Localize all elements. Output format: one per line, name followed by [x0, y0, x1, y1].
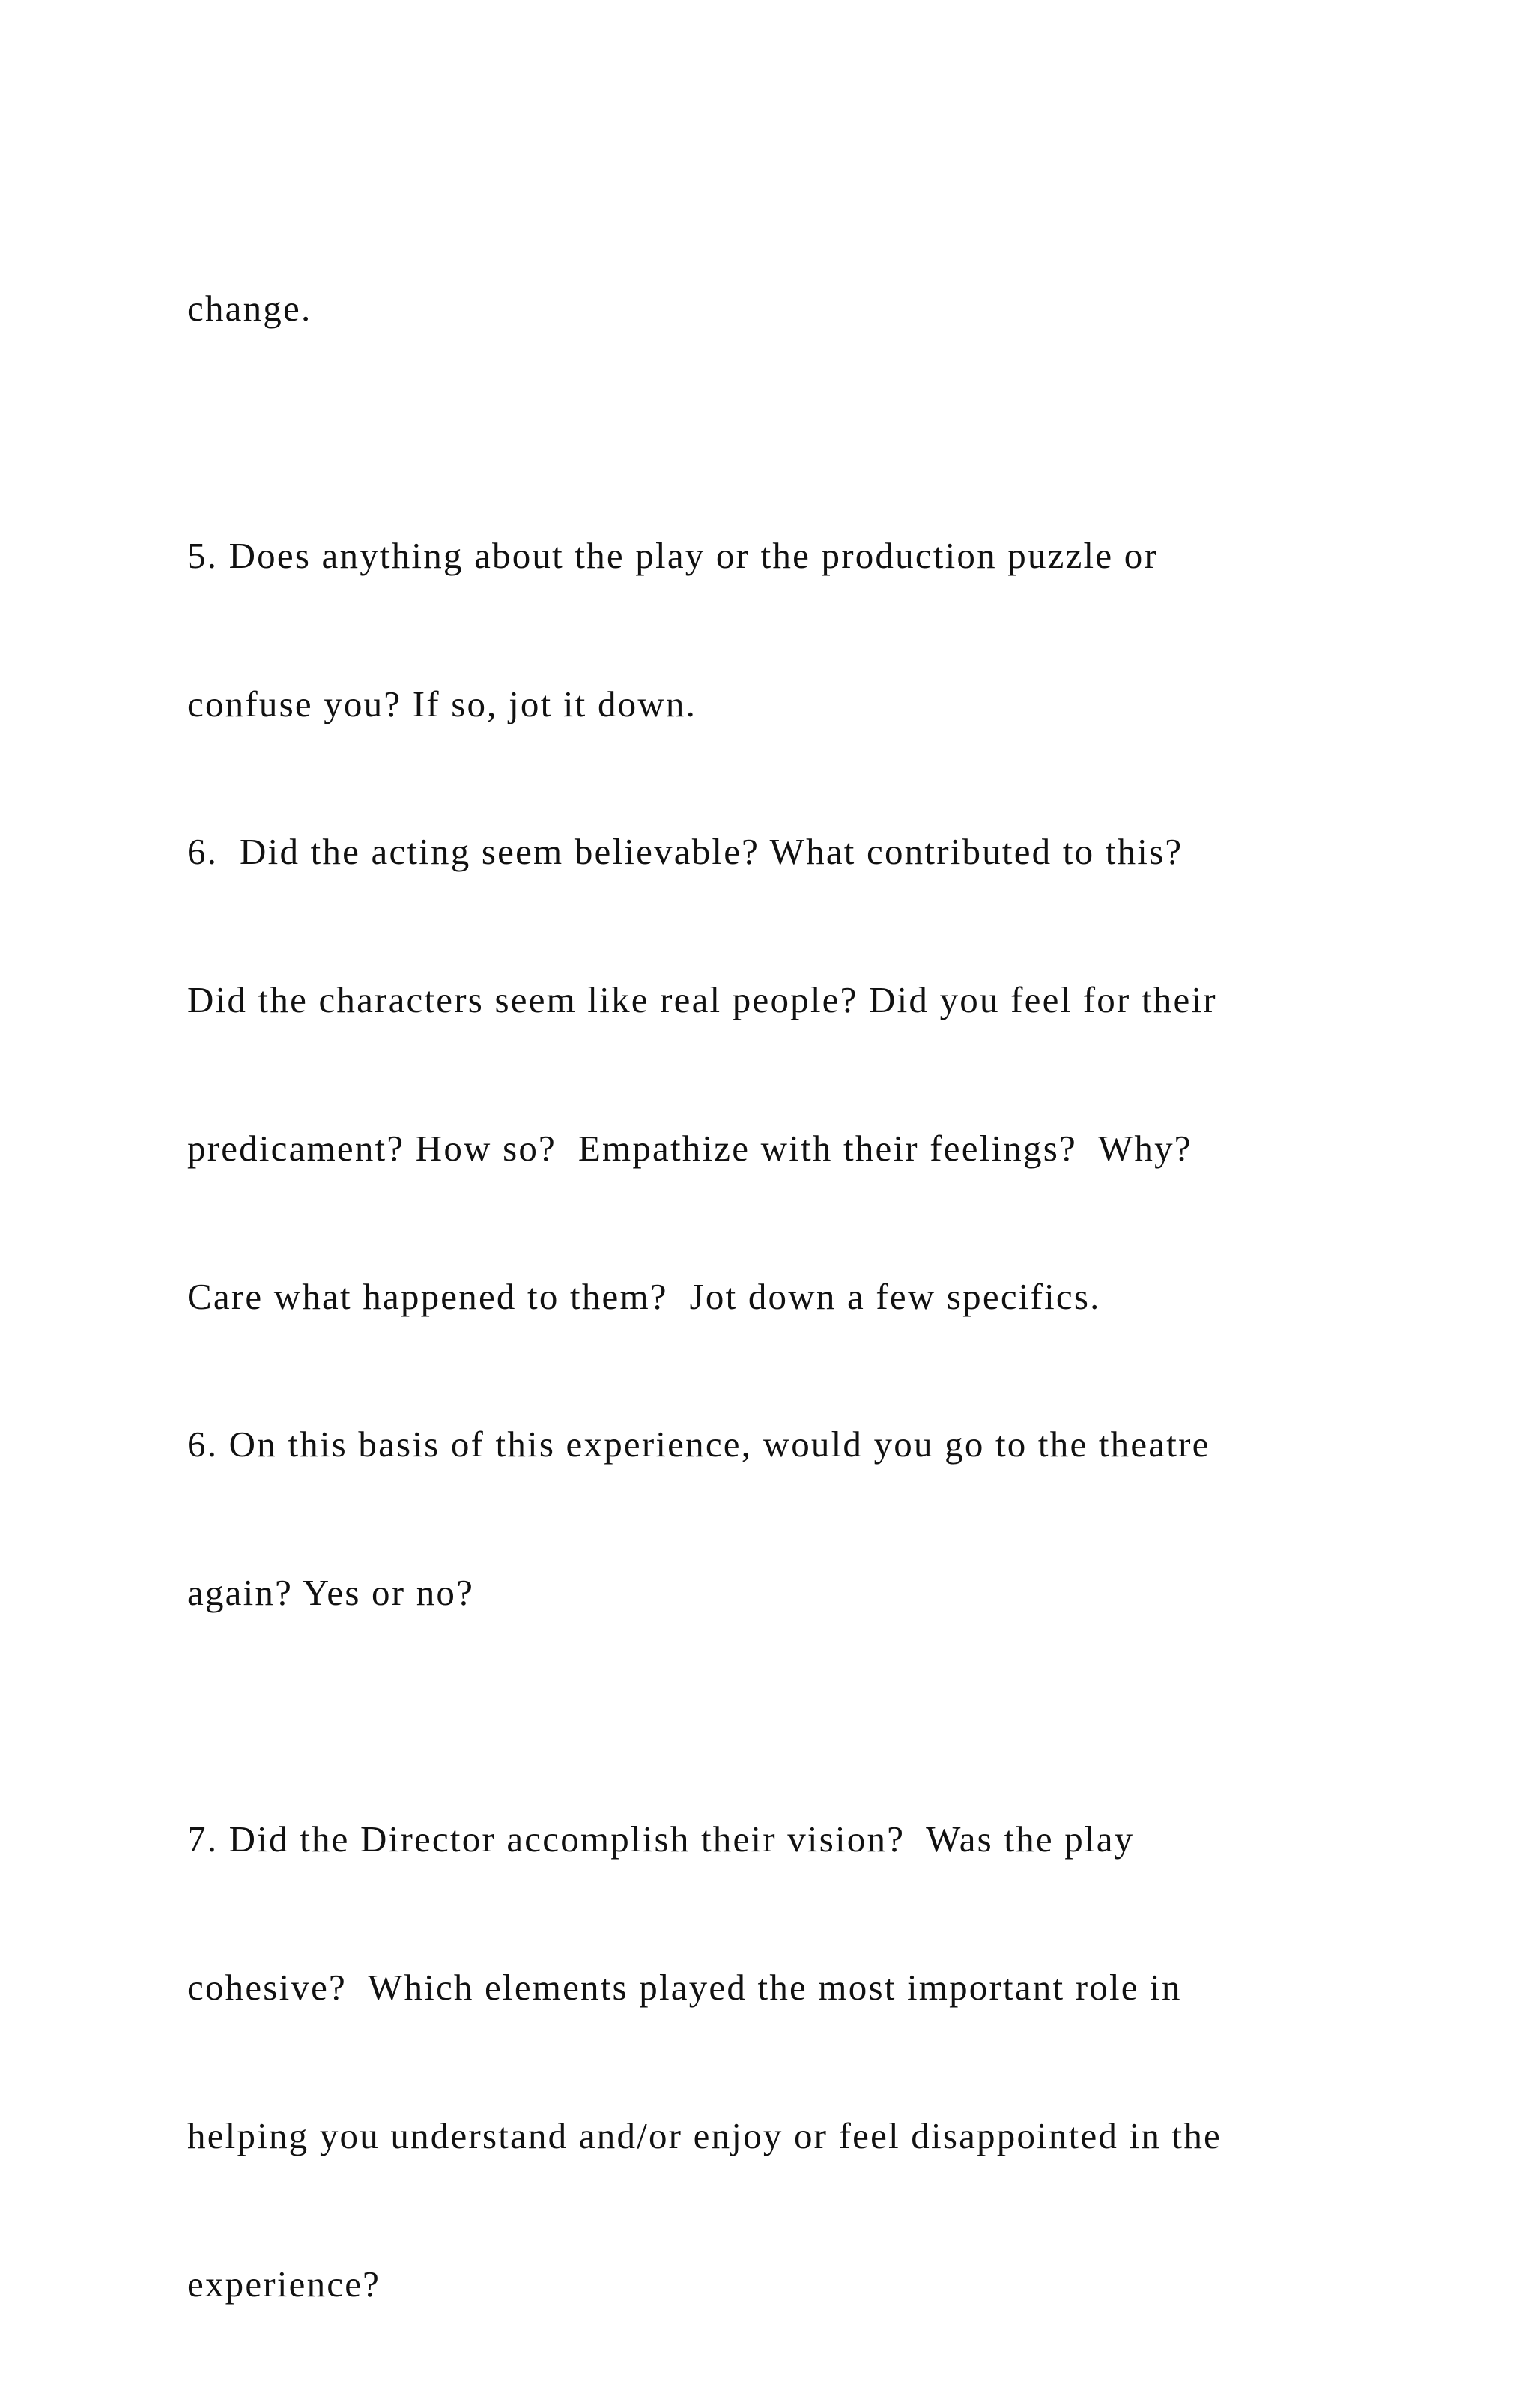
fragment-change — [187, 185, 1401, 432]
text-line: Did the characters seem like real people? Did you feel for their — [187, 979, 1217, 1020]
text-line: again? Yes or no? — [187, 1572, 475, 1613]
question-6-theatre-again — [187, 1321, 1401, 1716]
text-line: predicament? How so? Empathize with their feelings? Why? — [187, 1128, 1192, 1169]
text-line: 5. Does anything about the play or the production puzzle or — [187, 535, 1158, 576]
text-line: Care what happened to them? Jot down a few specifics. — [187, 1276, 1101, 1317]
text-line: change. — [187, 288, 312, 329]
text-line: cohesive? Which elements played the most important role in — [187, 1967, 1182, 2008]
text-line: 7. Did the Director accomplish their vision? Was the play — [187, 1818, 1135, 1860]
text-line: 6. Did the acting seem believable? What contributed to this? — [187, 831, 1183, 872]
question-6-acting — [187, 728, 1401, 1421]
text-line: experience? — [187, 2263, 381, 2305]
text-line: 6. On this basis of this experience, would you go to the theatre — [187, 1424, 1210, 1465]
question-7 — [187, 1716, 1401, 2408]
text-line: helping you understand and/or enjoy or feel disappointed in the — [187, 2115, 1222, 2156]
text-line: confuse you? If so, jot it down. — [187, 683, 697, 724]
